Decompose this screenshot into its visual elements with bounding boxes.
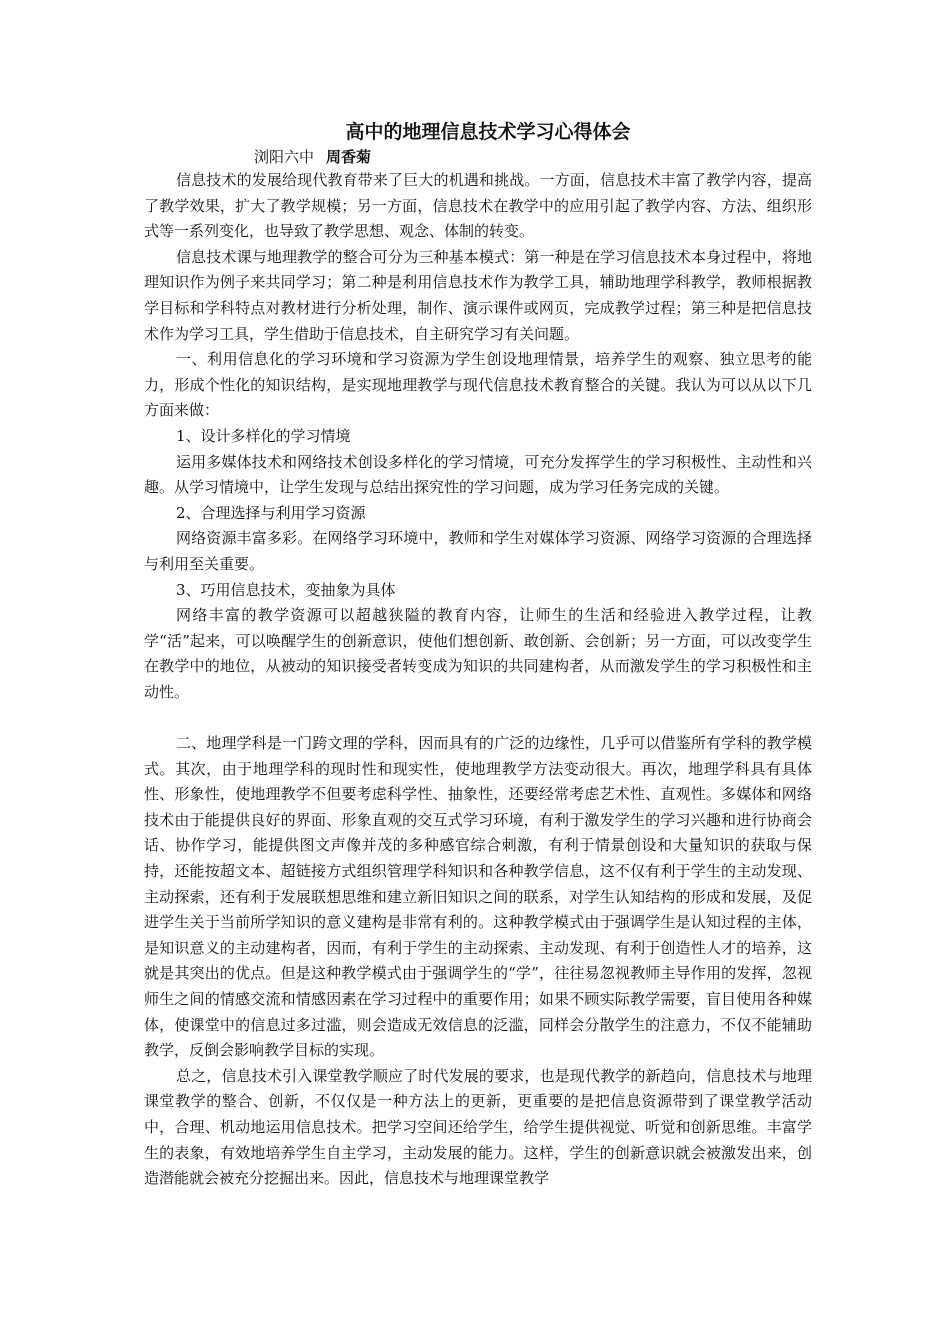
document-page	[144, 118, 812, 1192]
blank-line	[144, 705, 812, 731]
paragraph: 信息技术课与地理教学的整合可分为三种基本模式：第一种是在学习信息技术本身过程中，将地理知识作为例子来共同学习；第二种是利用信息技术作为教学工具，辅助地理学科教学，教师根据教学目标和学科特点对教材进行分析处理，制作、演示课件或网页，完成教学过程；第三种是把信息技术作为学习工具，学生借助于信息技术，自主研究学习有关问题。	[144, 247, 812, 343]
paragraph: 二、地理学科是一门跨文理的学科，因而具有的广泛的边缘性，几乎可以借鉴所有学科的教学模式。其次，由于地理学科的现时性和现实性，使地理教学方法变动很大。再次，地理学科具有具体性、形象性，使地理教学不但要考虑科学性、抽象性，还要经常考虑艺术性、直观性。多媒体和网络技术由于能提供良好的界面、形象直观的交互式学习环境，有利于激发学生的学习兴趣和进行协商会话、协作学习，能提供图文声像并茂的多种感官综合刺激，有利于情景创设和大量知识的获取与保持，还能按超文本、超链接方式组织管理学科知识和各种教学信息，这不仅有利于学生的主动发现、主动探索，还有利于发展联想思维和建立新旧知识之间的联系，对学生认知结构的形成和发展，及促进学生关于当前所学知识的意义建构是非常有利的。这种教学模式由于强调学生是认知过程的主体，是知识意义的主动建构者，因而，有利于学生的主动探索、主动发现、有利于创造性人才的培养，这就是其突出的优点。但是这种教学模式由于强调学生的“学”，往往易忽视教师主导作用的发挥，忽视师生之间的情感交流和情感因素在学习过程中的重要作用；如果不顾实际教学需要，盲目使用各种媒体，使课堂中的信息过多过滥，则会造成无效信息的泛滥，同样会分散学生的注意力，不仅不能辅助教学，反倒会影响教学目标的实现。	[144, 734, 812, 1060]
section-heading: 3、巧用信息技术，变抽象为具体	[176, 580, 396, 599]
document-title: 高中的地理信息技术学习心得体会	[345, 121, 631, 143]
paragraph: 网络丰富的教学资源可以超越狭隘的教育内容，让师生的生活和经验进入教学过程，让教学“活”起来，可以唤醒学生的创新意识，使他们想创新、敢创新、会创新；另一方面，可以改变学生在教学中的地位，从被动的知识接受者转变成为知识的共同建构者，从而激发学生的学习积极性和主动性。	[144, 606, 812, 701]
author-line	[254, 146, 812, 168]
paragraph: 网络资源丰富多彩。在网络学习环境中，教师和学生对媒体学习资源、网络学习资源的合理选择与利用至关重要。	[144, 529, 812, 573]
section-heading: 1、设计多样化的学习情境	[176, 426, 351, 445]
section-heading: 2、合理选择与利用学习资源	[176, 503, 366, 522]
author-name: 周香菊	[326, 148, 372, 166]
body-text-part-2	[144, 731, 812, 1192]
paragraph: 运用多媒体技术和网络技术创设多样化的学习情境，可充分发挥学生的学习积极性、主动性和兴趣。从学习情境中，让学生发现与总结出探究性的学习问题，成为学习任务完成的关键。	[144, 452, 812, 497]
paragraph: 信息技术的发展给现代教育带来了巨大的机遇和挑战。一方面，信息技术丰富了教学内容，提高了教学效果，扩大了教学规模；另一方面，信息技术在教学中的应用引起了教学内容、方法、组织形式等一系列变化，也导致了教学思想、观念、体制的转变。	[144, 171, 812, 241]
school-name: 浏阳六中	[254, 148, 315, 166]
paragraph: 一、利用信息化的学习环境和学习资源为学生创设地理情景，培养学生的观察、独立思考的能力，形成个性化的知识结构，是实现地理教学与现代信息技术教育整合的关键。我认为可以从以下几方面来做：	[144, 350, 812, 420]
body-text-part-1	[144, 168, 812, 705]
paragraph: 总之，信息技术引入课堂教学顺应了时代发展的要求，也是现代教学的新趋向，信息技术与地理课堂教学的整合、创新，不仅仅是一种方法上的更新，更重要的是把信息资源带到了课堂教学活动中，合理、机动地运用信息技术。把学习空间还给学生，给学生提供视觉、听觉和创新思维。丰富学生的表象，有效地培养学生自主学习，主动发展的能力。这样，学生的创新意识就会被激发出来，创造潜能就会被充分挖掘出来。因此，信息技术与地理课堂教学	[144, 1066, 812, 1188]
